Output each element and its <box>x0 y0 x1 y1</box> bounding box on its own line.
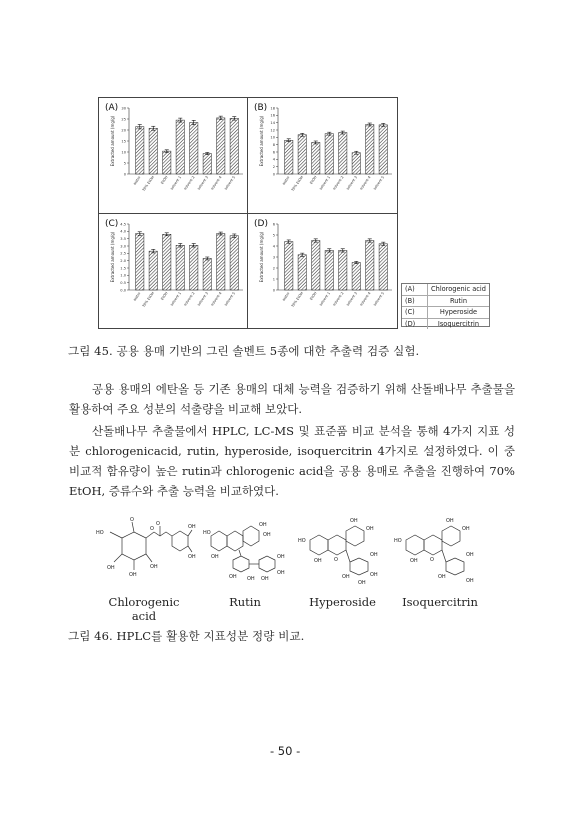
atom-label: OH <box>466 578 474 584</box>
y-tick-label: 0 <box>272 288 275 293</box>
y-axis-label: Extracted amount (mg/g) <box>110 115 115 167</box>
atom-label: OH <box>466 552 474 558</box>
x-tick-label: solvent 3 <box>196 291 210 307</box>
bar <box>285 242 293 290</box>
bar <box>149 251 157 290</box>
atom-label: OH <box>446 518 454 524</box>
atom-label: OH <box>259 522 267 528</box>
ring <box>243 526 259 546</box>
sugar-ring <box>233 556 249 572</box>
x-tick-label: EtOH <box>309 291 318 301</box>
x-tick-label: solvent 1 <box>318 175 332 191</box>
x-tick-label: EtOH <box>160 175 169 185</box>
x-tick-label: solvent 2 <box>332 175 345 191</box>
y-tick-label: 1 <box>272 277 275 282</box>
bar <box>339 133 347 174</box>
x-tick-label: 70% EtOH <box>290 291 305 309</box>
figure-45 <box>98 97 398 329</box>
atom-label: OH <box>129 572 137 578</box>
x-tick-label: solvent 3 <box>196 175 210 191</box>
ring <box>328 535 346 555</box>
y-tick-label: 15 <box>121 139 126 144</box>
y-tick-label: 20 <box>121 128 126 133</box>
x-tick-label: water <box>281 175 291 186</box>
x-tick-label: solvent 4 <box>359 175 372 191</box>
sugar-ring <box>259 556 275 572</box>
x-tick-label: EtOH <box>160 291 169 301</box>
x-tick-label: solvent 2 <box>183 291 196 307</box>
bar <box>203 154 211 174</box>
y-tick-label: 4.0 <box>120 229 126 234</box>
ring <box>310 535 328 555</box>
bar <box>325 250 333 290</box>
atom-label: OH <box>150 564 158 570</box>
y-tick-label: 1.0 <box>120 273 126 278</box>
y-tick-label: 0.0 <box>120 288 126 293</box>
chart-panel-d <box>248 214 396 329</box>
x-tick-label: solvent 4 <box>210 291 223 307</box>
bar <box>298 135 306 174</box>
bar-chart <box>99 214 247 329</box>
atom-label: OH <box>462 526 470 532</box>
chart-panel-b <box>248 98 396 213</box>
chlorogenic-acid-structure <box>94 516 199 588</box>
legend-value: Hyperoside <box>439 308 478 317</box>
x-tick-label: water <box>281 291 291 302</box>
y-tick-label: 2 <box>272 164 275 169</box>
x-tick-label: water <box>132 175 142 186</box>
legend-row <box>402 307 489 319</box>
bar <box>230 236 238 290</box>
x-tick-label: solvent 1 <box>169 175 183 191</box>
atom-label: OH <box>370 572 378 578</box>
panel-label: (D) <box>254 219 268 229</box>
y-axis-label: Extracted amount (mg/g) <box>259 115 264 167</box>
x-tick-label: solvent 5 <box>372 291 386 307</box>
bar <box>149 128 157 174</box>
atom-label: HO <box>203 530 211 536</box>
legend-value: Rutin <box>449 296 468 305</box>
bar <box>176 245 184 290</box>
bar <box>217 234 225 290</box>
paragraph-1: 공용 용매의 에탄올 등 기존 용매의 대체 능력을 검증하기 위해 산돌배나무 추출물을 활용하여 주요 성분의 석출량을 비교해 보았다. <box>69 382 515 416</box>
bar <box>366 241 374 291</box>
figure-45-caption: 그림 45. 공용 용매 기반의 그린 솔벤트 5종에 대한 추출력 검증 실험. <box>68 344 420 358</box>
x-tick-label: solvent 2 <box>183 175 196 191</box>
atom-label: OH <box>277 570 285 576</box>
y-tick-label: 3.0 <box>120 244 126 249</box>
bar-chart <box>99 98 247 213</box>
bar <box>379 244 387 290</box>
legend-table <box>401 283 490 327</box>
bar <box>325 134 333 174</box>
y-tick-label: 18 <box>270 106 275 111</box>
atom-label: HO <box>96 530 104 536</box>
ring <box>442 526 460 546</box>
x-tick-label: 70% EtOH <box>141 175 156 193</box>
cyclohexane-ring <box>122 532 146 560</box>
atom-label: O <box>156 521 160 527</box>
panel-divider-horizontal <box>99 213 397 214</box>
y-tick-label: 6 <box>272 150 275 155</box>
paragraph-2: 산돌배나무 추출물에서 HPLC, LC-MS 및 표준품 비교 분석을 통해 4가지 지표 성분 chlorogenicacid, rutin, hyperoside, isoquercitrin 4가지로 설정하였다. 이 중 비교적 함유량이 높은 rutin과 chlorogenic acid을 공용 용매로 추출을 진행하여 70% EtOH, 증류수와 추출 능력을 비교하였다. <box>69 424 516 498</box>
y-tick-label: 0 <box>272 172 275 177</box>
atom-label: OH <box>211 554 219 560</box>
y-tick-label: 4 <box>272 157 275 162</box>
atom-label: OH <box>410 558 418 564</box>
atom-label: OH <box>350 518 358 524</box>
x-tick-label: solvent 3 <box>345 175 359 191</box>
atom-label: OH <box>188 554 196 560</box>
panel-label: (B) <box>254 103 268 113</box>
bar <box>312 241 320 291</box>
bar <box>163 151 171 174</box>
bar <box>352 263 360 291</box>
bar <box>176 120 184 174</box>
atom-label: OH <box>370 552 378 558</box>
atom-label: O <box>130 517 134 523</box>
atom-label: OH <box>261 576 269 582</box>
ring <box>227 531 243 551</box>
bar <box>352 153 360 174</box>
ring <box>406 535 424 555</box>
x-tick-label: solvent 4 <box>359 291 372 307</box>
y-tick-label: 2.0 <box>120 258 126 263</box>
bar <box>136 234 144 290</box>
atom-label: OH <box>263 532 271 538</box>
bar <box>230 118 238 174</box>
y-tick-label: 10 <box>121 150 126 155</box>
bar <box>379 125 387 174</box>
atom-label: OH <box>366 526 374 532</box>
ring <box>346 526 364 546</box>
y-tick-label: 3.5 <box>120 236 126 241</box>
atom-label: OH <box>342 574 350 580</box>
x-tick-label: solvent 4 <box>210 175 223 191</box>
atom-label: OH <box>229 574 237 580</box>
bar-chart <box>248 214 396 329</box>
y-tick-label: 3 <box>272 255 275 260</box>
x-tick-label: solvent 3 <box>345 291 359 307</box>
atom-label: OH <box>277 554 285 560</box>
y-tick-label: 6 <box>272 222 275 227</box>
y-axis-label: Extracted amount (mg/g) <box>259 231 264 283</box>
y-tick-label: 14 <box>270 120 275 125</box>
bar <box>190 123 198 174</box>
y-tick-label: 30 <box>121 106 126 111</box>
x-tick-label: solvent 2 <box>332 291 345 307</box>
atom-label: O <box>430 557 434 563</box>
y-tick-label: 0.5 <box>120 280 126 285</box>
ring <box>211 531 227 551</box>
bar <box>136 127 144 174</box>
x-tick-label: solvent 5 <box>223 175 237 191</box>
atom-label: OH <box>188 524 196 530</box>
atom-label: HO <box>298 538 306 544</box>
x-tick-label: solvent 5 <box>372 175 386 191</box>
y-tick-label: 8 <box>272 142 275 147</box>
atom-label: HO <box>394 538 402 544</box>
legend-row <box>402 296 489 308</box>
y-tick-label: 2.5 <box>120 251 126 256</box>
legend-key: (B) <box>402 296 428 307</box>
y-tick-label: 25 <box>121 117 126 122</box>
page-number: - 50 - <box>270 744 301 758</box>
atom-label: OH <box>358 580 366 586</box>
chart-panel-a <box>99 98 247 213</box>
hyperoside-structure <box>298 516 393 586</box>
atom-label: OH <box>314 558 322 564</box>
isoquercitrin-structure <box>394 516 489 586</box>
x-tick-label: solvent 1 <box>169 291 183 307</box>
x-tick-label: 70% EtOH <box>141 291 156 309</box>
panel-label: (A) <box>105 103 119 113</box>
atom-label: OH <box>107 565 115 571</box>
atom-label: O <box>150 526 154 532</box>
y-axis-label: Extracted amount (mg/g) <box>110 231 115 283</box>
y-tick-label: 1.5 <box>120 266 126 271</box>
legend-key: (A) <box>402 284 428 295</box>
y-tick-label: 12 <box>270 128 275 133</box>
structure-label: Isoquercitrin <box>402 595 478 609</box>
panel-label: (C) <box>105 219 119 229</box>
legend-value: Chlorogenic acid <box>431 285 486 294</box>
body-text <box>69 379 515 501</box>
legend-key: (C) <box>402 307 428 318</box>
bar <box>298 255 306 290</box>
bar <box>163 234 171 290</box>
y-tick-label: 5 <box>272 233 275 238</box>
legend-value: Isoquercitrin <box>437 319 480 328</box>
x-tick-label: 70% EtOH <box>290 175 305 193</box>
legend-key: (D) <box>402 319 428 330</box>
sugar-ring <box>446 558 464 575</box>
figure-46-caption: 그림 46. HPLC를 활용한 지표성분 정량 비교. <box>68 629 305 643</box>
benzene-ring <box>172 531 188 551</box>
bar <box>339 250 347 290</box>
bar-chart <box>248 98 396 213</box>
y-tick-label: 5 <box>123 161 126 166</box>
ring <box>424 535 442 555</box>
x-tick-label: solvent 1 <box>318 291 332 307</box>
structure-label: Rutin <box>229 595 261 609</box>
y-tick-label: 4 <box>272 244 275 249</box>
legend-row <box>402 284 489 296</box>
sugar-ring <box>350 558 368 575</box>
rutin-structure <box>203 522 299 584</box>
bar <box>217 118 225 174</box>
atom-label: OH <box>438 574 446 580</box>
y-tick-label: 0 <box>123 172 126 177</box>
y-tick-label: 16 <box>270 113 275 118</box>
legend-row <box>402 319 489 330</box>
chart-panel-c <box>99 214 247 329</box>
y-tick-label: 2 <box>272 266 275 271</box>
structure-label: Hyperoside <box>309 595 376 609</box>
atom-label: O <box>334 557 338 563</box>
bar <box>312 142 320 174</box>
x-tick-label: solvent 5 <box>223 291 237 307</box>
structure-label: Chlorogenic acid <box>108 595 180 623</box>
y-tick-label: 10 <box>270 135 275 140</box>
bar <box>190 245 198 290</box>
x-tick-label: water <box>132 291 142 302</box>
x-tick-label: EtOH <box>309 175 318 185</box>
y-tick-label: 4.5 <box>120 222 126 227</box>
atom-label: OH <box>247 576 255 582</box>
bar <box>366 125 374 175</box>
bar <box>203 258 211 290</box>
bar <box>285 140 293 174</box>
